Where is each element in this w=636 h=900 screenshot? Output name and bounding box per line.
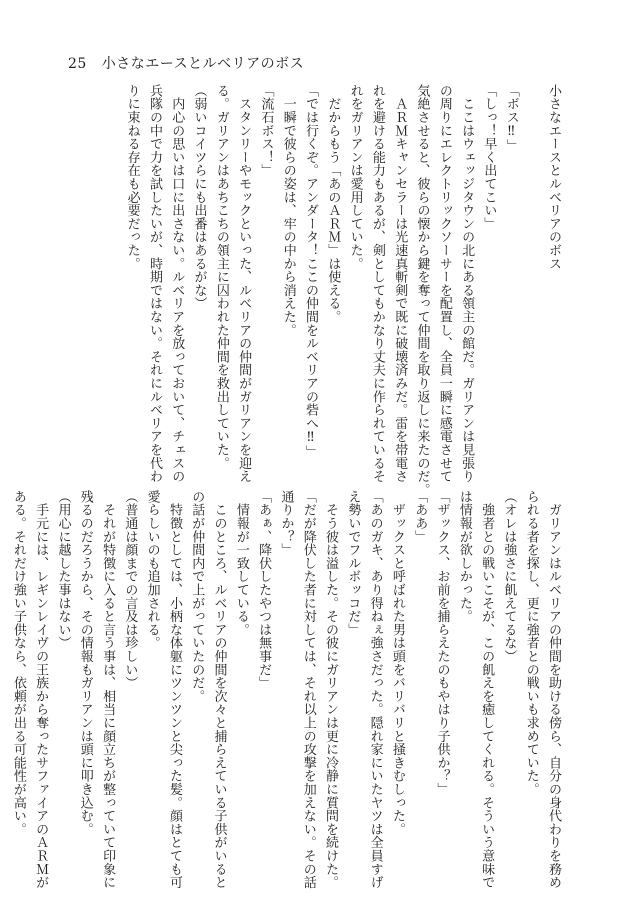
chapter-title: 小さなエースとルベリアのボス [546, 84, 561, 271]
text-line: れをガリアンは愛用していた。 [347, 84, 363, 271]
text-line: 残るのだろうから、その情報もガリアンは頭に叩き込む。 [77, 490, 93, 836]
text-line: 強者との戦いこそが、この飢えを癒してくれる。そういう意味で [479, 490, 495, 889]
text-line: 「ボス‼」 [503, 84, 519, 153]
text-line: 「あのガキ、あり得ねぇ強さだった。隠れ家にいたヤツは全員すげ [367, 490, 383, 889]
text-line: 「ザックス、お前を捕らえたのもやはり子供か？」 [434, 490, 450, 796]
text-line: ＡＲＭキャンセラーは光速真斬剣で既に破壊済みだ。雷を帯電さ [392, 84, 408, 483]
text-block-bottom [7, 490, 564, 889]
text-block-top [120, 84, 564, 497]
text-line: の話が仲間内で上がっていたのだ。 [189, 490, 205, 703]
text-line: の周りにエレクトリックソーサーを配置し、全員一瞬に感電させて [436, 84, 452, 483]
text-line: ある。それだけ強い子供なら、依頼が出る可能性が高い。 [10, 490, 26, 836]
text-line: 内心の思いは口に出さない。ルベリアを放っておいて、チェスの [169, 84, 185, 483]
text-line: 手元には、レギンレイヴの王族から奪ったサファイアのＡＲＭが [33, 490, 49, 889]
text-line: 特徴としては、小柄な体躯にツンツンと尖った髪。顔はとても可 [166, 490, 182, 889]
text-line: 通りか？」 [278, 490, 294, 557]
text-line: だからもう「あのＡＲＭ」は使える。 [325, 84, 341, 324]
text-line: え勢いでフルボッコだ」 [345, 490, 361, 637]
text-line: （オレは強さに飢えてるな） [501, 490, 517, 663]
text-line: りに束ねる存在も必要だった。 [124, 84, 140, 271]
text-line: 「流石ボス！」 [258, 84, 274, 178]
page-header [68, 53, 304, 73]
text-line: ここはウェッジタウンの北にある領主の館だ。ガリアンは見張り [459, 84, 475, 483]
text-line: （用心に越した事はない） [55, 490, 71, 650]
text-line: 「しっ！早く出てこい」 [481, 84, 497, 231]
text-line: スタンリーやモックといった、ルベリアの仲間がガリアンを迎え [236, 84, 252, 483]
text-line: られる者を探し、更に強者との戦いも求めていた。 [523, 490, 539, 796]
text-line: 「だが降伏した者に対しては、それ以上の攻撃を加えない。その話 [300, 490, 316, 889]
text-line: る。ガリアンはあちこちの領主に囚われた仲間を救出していた。 [213, 84, 229, 470]
text-line: そう彼は溢した。その彼にガリアンは更に冷静に質問を続けた。 [323, 490, 339, 889]
text-line: 一瞬で彼らの姿は、牢の中から消えた。 [280, 84, 296, 337]
text-line: 「ああ」 [412, 490, 428, 544]
text-line: は情報が欲しかった。 [456, 490, 472, 623]
text-line: 気絶させると、彼らの懐から鍵を奪って仲間を取り返しに来たのだ。 [414, 84, 430, 497]
page-number: 25 [68, 56, 87, 72]
text-line: 情報が一致している。 [233, 490, 249, 637]
running-title: 小さなエースとルベリアのボス [101, 56, 305, 72]
text-line: このところ、ルベリアの仲間を次々と捕らえている子供がいると [211, 490, 227, 889]
text-line: ザックスと呼ばれた男は頭をバリバリと掻きむしった。 [389, 490, 405, 836]
text-line: 「では行くぞ。アンダータ！ここの仲間をルベリアの砦へ‼」 [303, 84, 319, 459]
text-line: それが特徴に入ると言う事は、相当に顔立ちが整っていて印象に [100, 490, 116, 889]
text-line: 「あぁ、降伏したやつは無事だ」 [256, 490, 272, 690]
text-line: （普通は顔までの言及は珍しい） [122, 490, 138, 690]
text-line: れを避ける能力もあるが、剣としてもかなり丈夫に作られているそ [369, 84, 385, 483]
text-line: 愛らしいのも追加される。 [144, 490, 160, 650]
text-line: 兵隊の中で力を試したいが、時期ではない。それにルベリアを代わ [146, 84, 162, 483]
text-line: ガリアンはルベリアの仲間を助ける傍ら、自分の身代わりを務め [546, 490, 561, 889]
text-line: （弱いコイツらにも出番はあるがな） [191, 84, 207, 311]
